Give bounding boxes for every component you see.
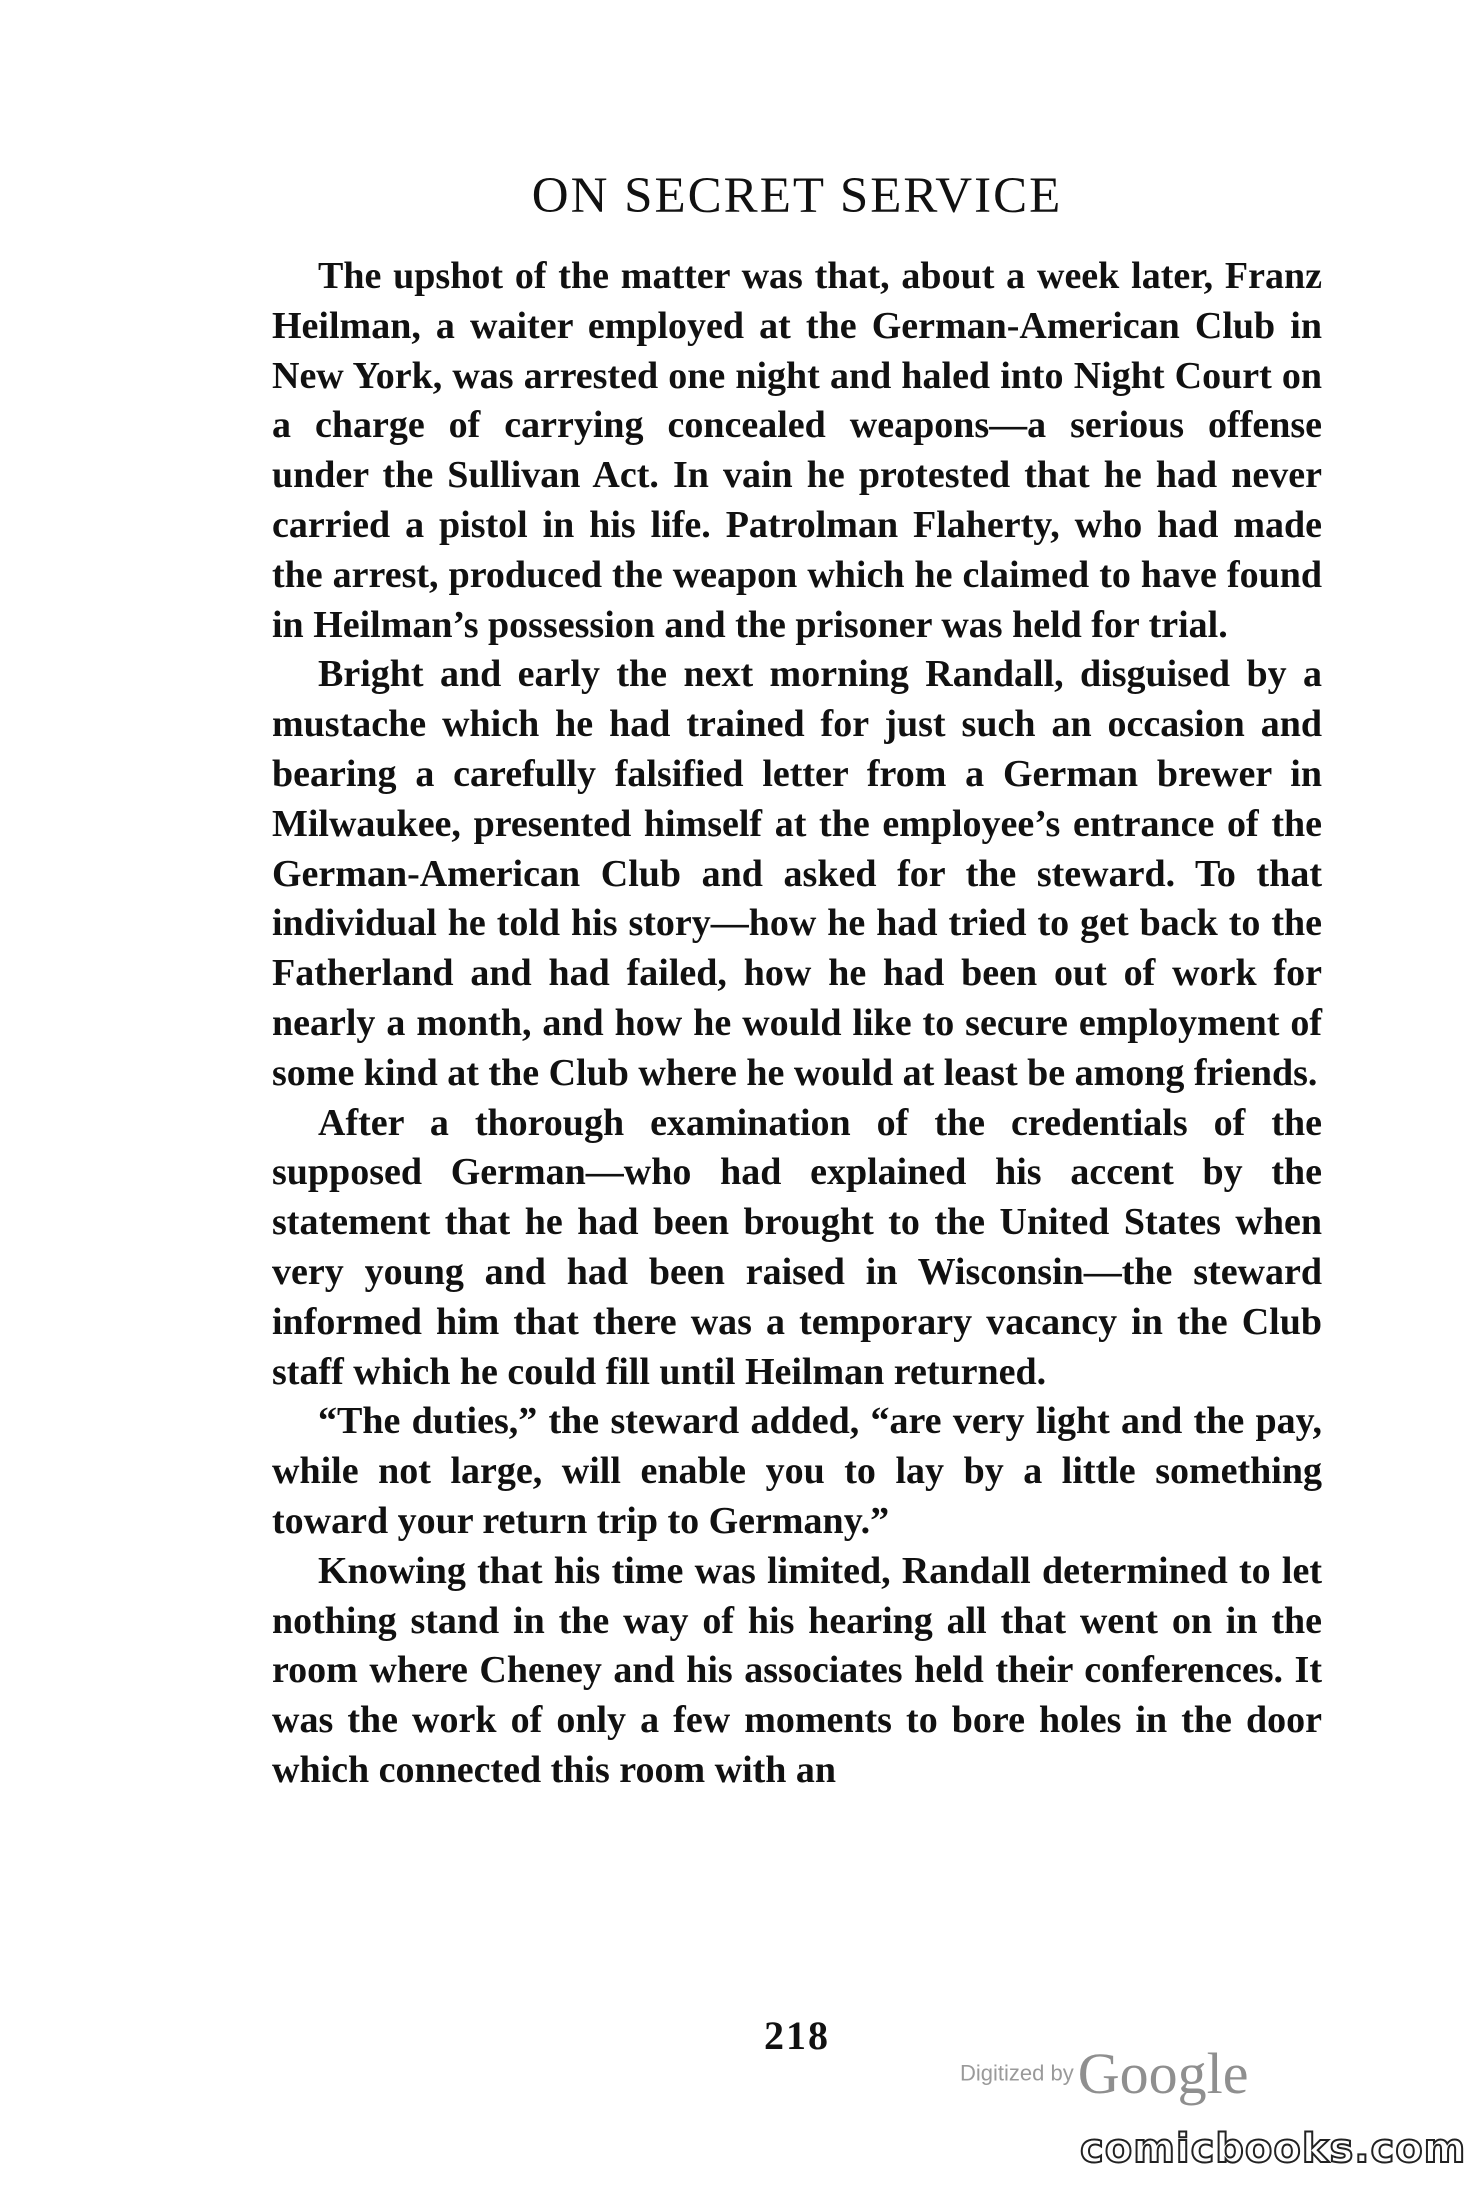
paragraph: After a thorough examination of the credentials of the supposed German—who had explained his accent by the statement that he had been brought to the United States when very young and had been raised in Wisconsin—the steward informed him that there was a temporary vacancy in the Club staff which he could fill until Heilman returned. (272, 1101, 1322, 1393)
paragraph: “The duties,” the steward added, “are very light and the pay, while not large, will enable you to lay by a little something toward your return trip to Germany.” (272, 1400, 1322, 1542)
paragraph: The upshot of the matter was that, about a week later, Franz Heilman, a waiter employed at the German-American Club in New York, was arrested one night and haled into Night Court on a charge of carrying concealed weapons—a serious offense under the Sullivan Act. In vain he protested that he had never carried a pistol in his life. Patrolman Flaherty, who had made the arrest, produced the weapon which he claimed to have found in Heilman’s possession and the prisoner was held for trial. (272, 255, 1322, 646)
paragraph: Bright and early the next morning Randall, disguised by a mustache which he had trained for just such an occasion and bearing a carefully falsified letter from a German brewer in Milwaukee, presented himself at the employee’s entrance of the German-American Club and asked for the steward. To that individual he told his story—how he had tried to get back to the Fatherland and had failed, how he had been out of work for nearly a month, and how he would like to secure employment of some kind at the Club where he would at least be among friends. (272, 653, 1322, 1094)
body-text (272, 252, 1322, 1796)
digitized-by-stamp (960, 2040, 1248, 2107)
running-head: ON SECRET SERVICE (531, 168, 1063, 224)
google-wordmark: Google (1077, 2041, 1249, 2106)
paragraph: Knowing that his time was limited, Randall determined to let nothing stand in the way of his hearing all that went on in the room where Cheney and his associates held their conferences. It was the work of only a few moments to bore holes in the door which connected this room with an (272, 1549, 1322, 1791)
digitized-by-prefix: Digitized by (960, 2060, 1074, 2086)
page-number: 218 (764, 2013, 830, 2058)
site-watermark: comicbooks.com (1080, 2126, 1466, 2172)
